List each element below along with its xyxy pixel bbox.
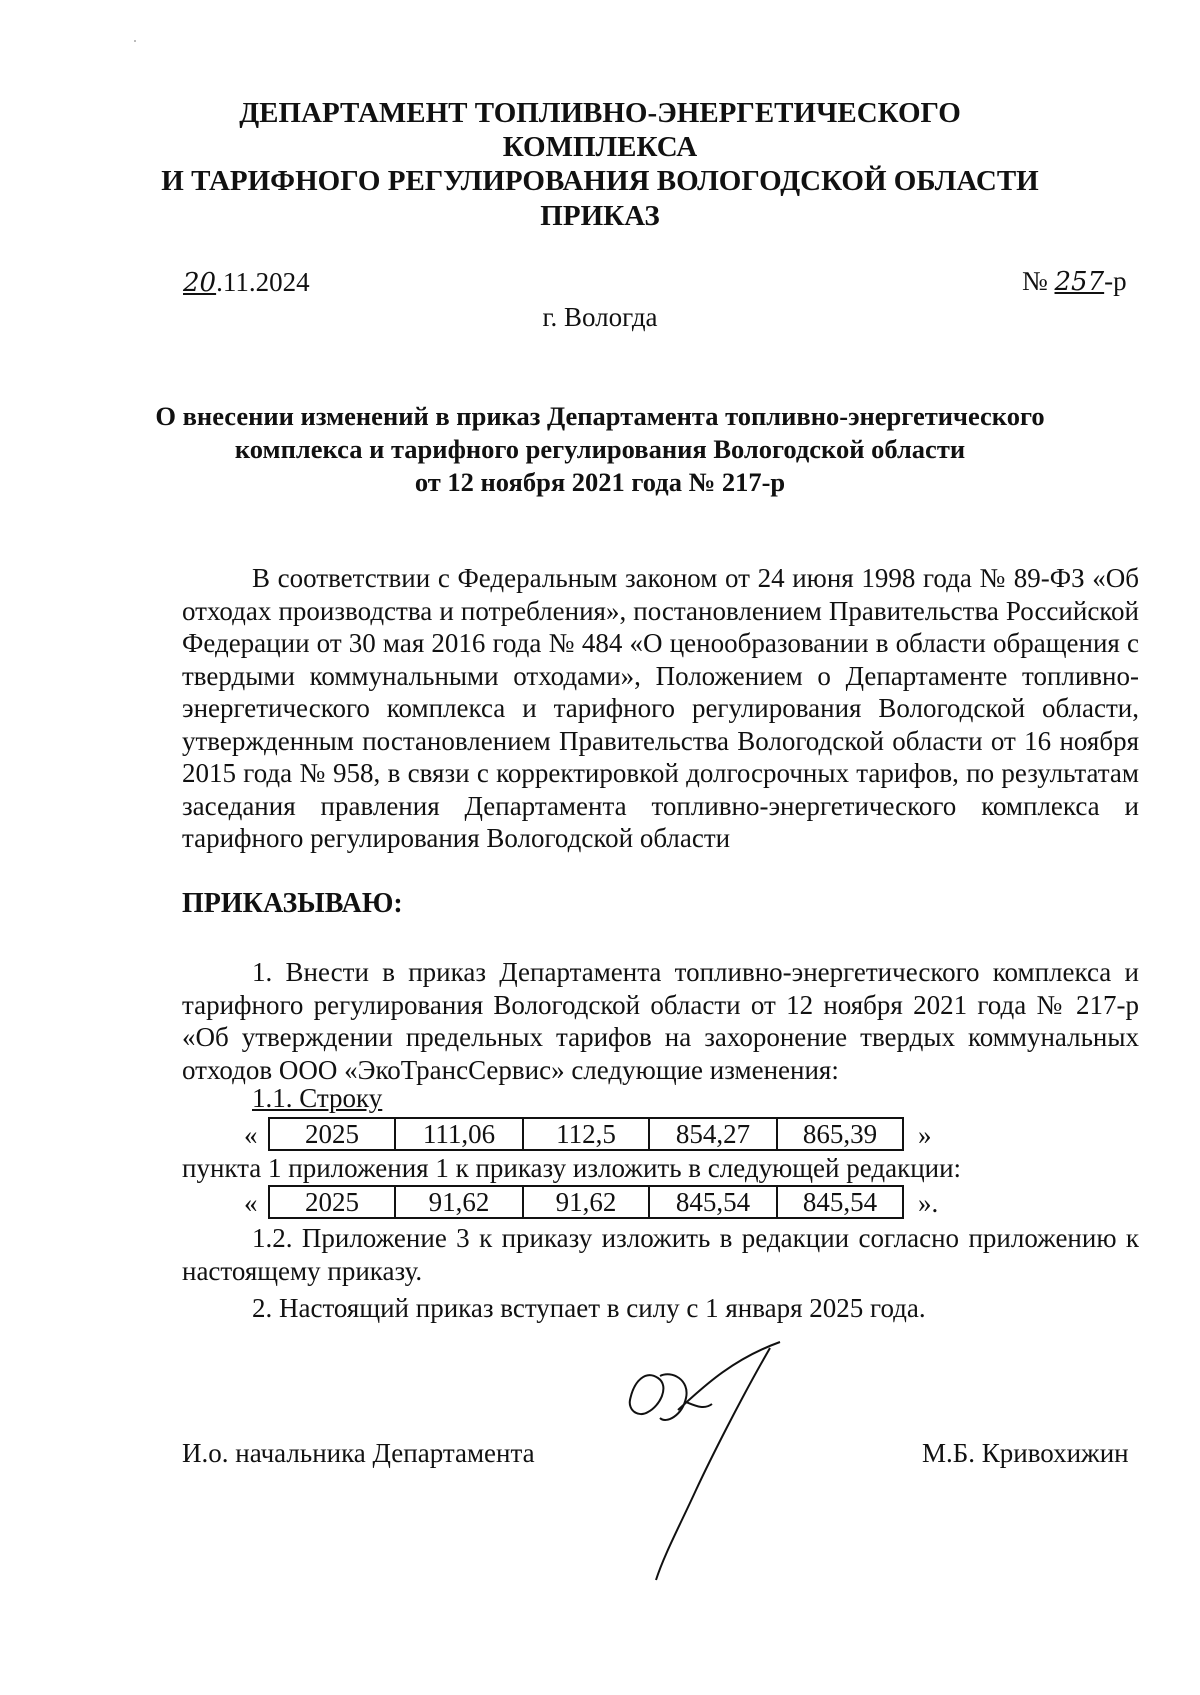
date-rest: .11.2024 [216, 267, 310, 297]
number-prefix: № [1022, 266, 1048, 296]
order-subject [130, 400, 1070, 499]
department-line-2: И ТАРИФНОГО РЕГУЛИРОВАНИЯ ВОЛОГОДСКОЙ ОБЛАСТИ [161, 165, 1039, 197]
item-2: 2. Настоящий приказ вступает в силу с 1 января 2025 года. [252, 1293, 926, 1323]
preamble-text: В соответствии с Федеральным законом от 24 июня 1998 года № 89-ФЗ «Об отходах производства и потребления», постановлением Правительства Российской Федерации от 30 мая 2016 года № 484 «О ценообразовании в области обращения с твердыми коммунальными отходами», Положением о Департаменте топливно-энергетического комплекса и тарифного регулирования Вологодской области, утвержденным постановлением Правительства Вологодской области от 16 ноября 2015 года № 958, в связи с корректировкой долгосрочных тарифов, по результатам заседания правления Департамента топливно-энергетического комплекса и тарифного регулирования Вологодской области [182, 563, 1139, 853]
signer-name: М.Б. Кривохижин [922, 1438, 1129, 1468]
preamble [182, 562, 1139, 855]
table-cell: 111,06 [395, 1118, 523, 1150]
item-1-middle-text: пункта 1 приложения 1 к приказу изложить в следующей редакции: [182, 1153, 962, 1183]
table-cell: 2025 [269, 1186, 395, 1218]
item-1-1-intro: 1.1. Строку [252, 1083, 383, 1113]
old-row-open-quote: « [244, 1120, 258, 1150]
item-1 [182, 956, 1139, 1086]
order-number [1022, 266, 1127, 297]
old-row-close-quote: » [918, 1120, 932, 1150]
subject-line-2: комплекса и тарифного регулирования Вологодской области [234, 434, 966, 464]
table-cell: 845,54 [777, 1186, 903, 1218]
new-row-open-quote: « [244, 1188, 258, 1218]
item-1-2-text: 1.2. Приложение 3 к приказу изложить в редакции согласно приложению к настоящему приказу. [182, 1223, 1139, 1286]
table-cell: 865,39 [777, 1118, 903, 1150]
number-handwritten: 257 [1054, 267, 1105, 297]
document-kind: ПРИКАЗ [540, 200, 660, 232]
department-line-1: ДЕПАРТАМЕНТ ТОПЛИВНО-ЭНЕРГЕТИЧЕСКОГО КОМПЛЕКСА [239, 97, 961, 163]
handwritten-signature [620, 1340, 800, 1590]
table-cell: 854,27 [649, 1118, 777, 1150]
item-1-text: 1. Внести в приказ Департамента топливно-энергетического комплекса и тарифного регулирования Вологодской области от 12 ноября 2021 года № 217-р «Об утверждении предельных тарифов на захоронение твердых коммунальных отходов ООО «ЭкоТрансСервис» следующие изменения: [182, 957, 1139, 1085]
table-cell: 2025 [269, 1118, 395, 1150]
subject-line-3: от 12 ноября 2021 года № 217-р [414, 467, 786, 497]
city: г. Вологда [542, 302, 658, 332]
new-row-close-quote: ». [918, 1188, 939, 1218]
signer-role: И.о. начальника Департамента [182, 1438, 535, 1468]
scan-speck [134, 40, 136, 42]
date-day-handwritten: 20 [183, 268, 217, 298]
subject-line-1: О внесении изменений в приказ Департамента топливно-энергетического [155, 401, 1045, 431]
department-name [150, 96, 1050, 198]
number-suffix: -р [1104, 266, 1127, 296]
order-date [183, 267, 310, 298]
table-cell: 91,62 [523, 1186, 649, 1218]
order-word: ПРИКАЗЫВАЮ: [182, 888, 403, 919]
new-tariff-row [268, 1185, 904, 1219]
old-tariff-row [268, 1117, 904, 1151]
item-1-2 [182, 1222, 1139, 1287]
table-cell: 112,5 [523, 1118, 649, 1150]
table-row [269, 1186, 903, 1218]
table-cell: 845,54 [649, 1186, 777, 1218]
table-row [269, 1118, 903, 1150]
table-cell: 91,62 [395, 1186, 523, 1218]
